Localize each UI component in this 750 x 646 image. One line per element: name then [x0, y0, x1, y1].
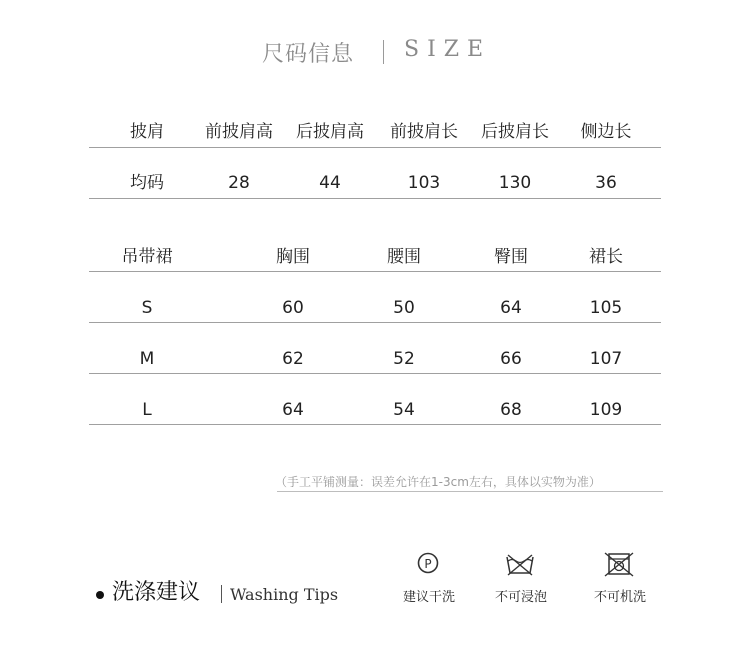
title-divider: [383, 40, 384, 64]
shawl-header-cell: 披肩: [130, 122, 164, 142]
table-divider: [89, 373, 661, 374]
measurement-note: （手工平铺测量：误差允许在1-3cm左右，具体以实物为准）: [275, 475, 601, 489]
dress-cell: 50: [393, 298, 415, 318]
no-machine-wash-icon: [601, 549, 637, 579]
dress-header-cell: 裙长: [589, 247, 623, 267]
dress-cell: L: [142, 400, 152, 420]
dress-cell: 62: [282, 349, 304, 369]
dress-cell: 64: [282, 400, 304, 420]
table-divider: [89, 322, 661, 323]
size-title-cn: 尺码信息: [262, 42, 355, 67]
dress-cell: 54: [393, 400, 415, 420]
dress-header-cell: 腰围: [387, 247, 421, 267]
svg-text:P: P: [424, 557, 432, 571]
dress-header-cell: 臀围: [494, 247, 528, 267]
dress-cell: M: [139, 349, 155, 369]
shawl-cell: 103: [407, 173, 441, 193]
care-label: 不可机洗: [593, 590, 647, 605]
dress-cell: 109: [589, 400, 623, 420]
shawl-header-cell: 后披肩长: [481, 122, 549, 142]
shawl-header-cell: 后披肩高: [296, 122, 364, 142]
table-divider: [89, 424, 661, 425]
dry-clean-p-icon: [410, 549, 446, 579]
shawl-header-cell: 侧边长: [580, 122, 632, 142]
dress-header-cell: 胸围: [276, 247, 310, 267]
shawl-cell: 44: [319, 173, 341, 193]
table-divider: [89, 271, 661, 272]
no-soak-icon: [502, 549, 538, 579]
shawl-cell: 均码: [130, 173, 164, 193]
shawl-cell: 36: [595, 173, 617, 193]
washing-title-divider: [221, 585, 222, 603]
washing-title-cn: 洗涤建议: [112, 580, 201, 605]
size-title-en: SIZE: [404, 37, 492, 62]
dress-cell: S: [141, 298, 153, 318]
dress-cell: 66: [500, 349, 522, 369]
dress-cell: 60: [282, 298, 304, 318]
care-label: 建议干洗: [402, 590, 456, 605]
dress-cell: 105: [589, 298, 623, 318]
bullet-dot-icon: [96, 591, 104, 599]
table-divider: [89, 198, 661, 199]
care-label: 不可浸泡: [494, 590, 548, 605]
shawl-header-cell: 前披肩高: [205, 122, 273, 142]
shawl-cell: 28: [228, 173, 250, 193]
dress-header-cell: 吊带裙: [121, 247, 173, 267]
washing-title-en: Washing Tips: [230, 585, 339, 604]
dress-cell: 52: [393, 349, 415, 369]
shawl-header-cell: 前披肩长: [390, 122, 458, 142]
table-divider: [89, 147, 661, 148]
dress-cell: 107: [589, 349, 623, 369]
dress-cell: 68: [500, 400, 522, 420]
size-header: [0, 34, 750, 70]
dress-cell: 64: [500, 298, 522, 318]
note-underline: [277, 491, 663, 492]
shawl-cell: 130: [498, 173, 532, 193]
